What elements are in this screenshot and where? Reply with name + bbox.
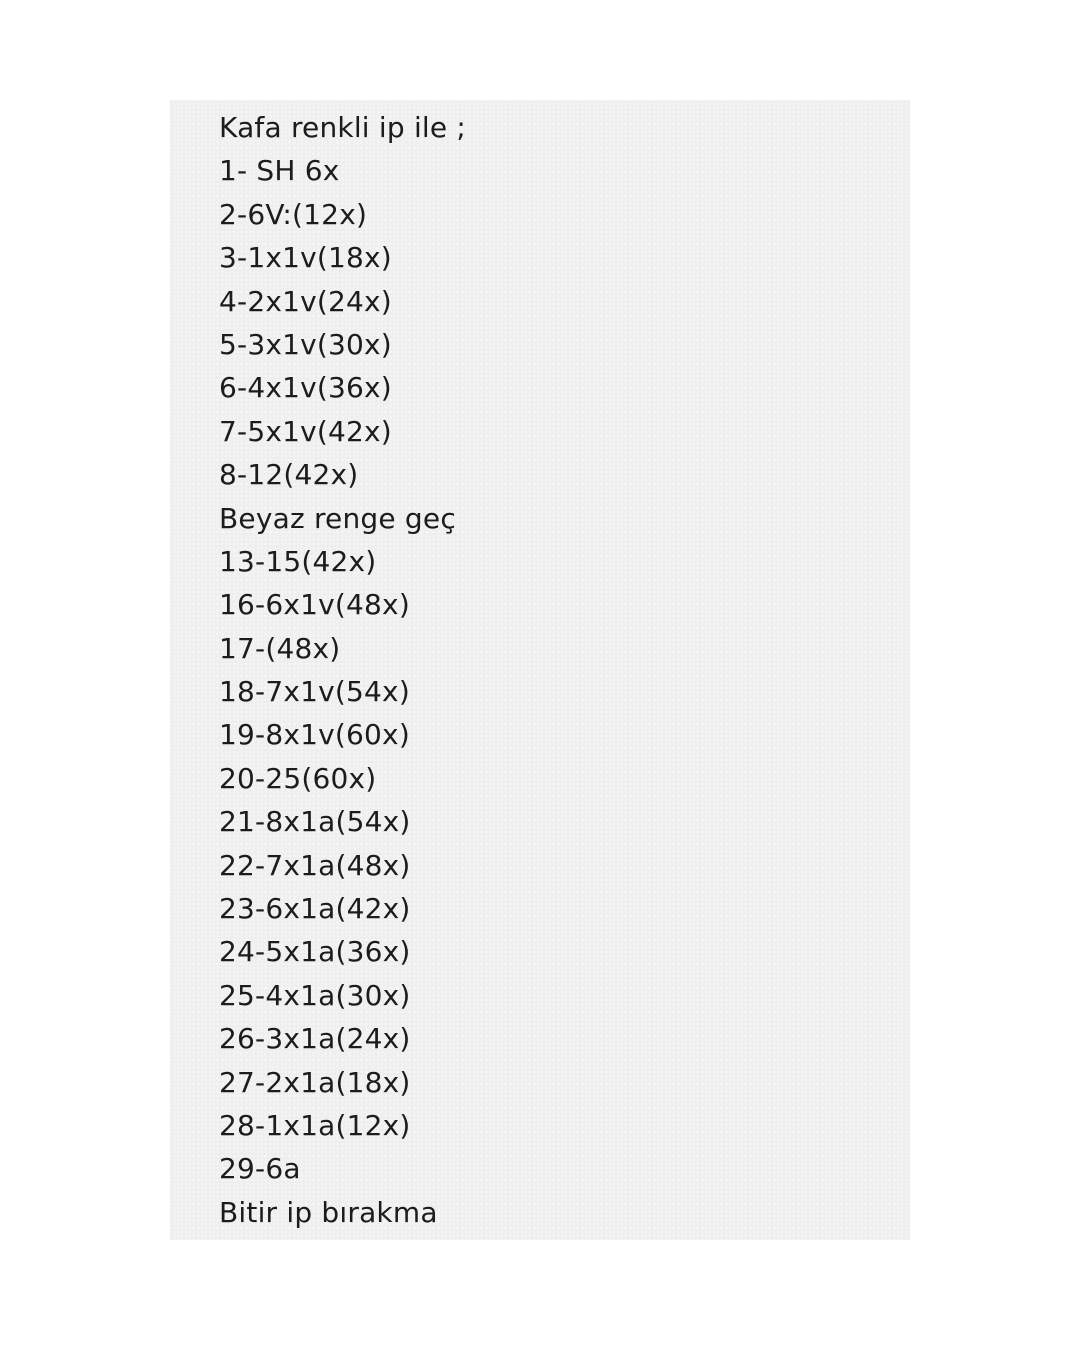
note-line-color-change: Beyaz renge geç bbox=[219, 501, 456, 535]
note-line-finish: Bitir ip bırakma bbox=[219, 1195, 438, 1229]
note-line-row-2: 2-6V:(12x) bbox=[219, 197, 368, 231]
note-line-row-17: 17-(48x) bbox=[219, 631, 341, 665]
note-line-row-29: 29-6a bbox=[219, 1152, 301, 1186]
note-line-row-13-15: 13-15(42x) bbox=[219, 544, 377, 578]
note-line-row-4: 4-2x1v(24x) bbox=[219, 284, 392, 318]
note-line-row-27: 27-2x1a(18x) bbox=[219, 1065, 411, 1099]
note-line-row-3: 3-1x1v(18x) bbox=[219, 241, 392, 275]
note-line-row-16: 16-6x1v(48x) bbox=[219, 588, 410, 622]
note-line-row-6: 6-4x1v(36x) bbox=[219, 371, 392, 405]
note-line-row-25: 25-4x1a(30x) bbox=[219, 978, 411, 1012]
note-line-row-5: 5-3x1v(30x) bbox=[219, 327, 392, 361]
note-line-heading: Kafa renkli ip ile ; bbox=[219, 111, 467, 144]
note-line-row-22: 22-7x1a(48x) bbox=[219, 848, 411, 882]
note-line-row-28: 28-1x1a(12x) bbox=[219, 1108, 411, 1142]
note-line-row-8-12: 8-12(42x) bbox=[219, 458, 359, 492]
note-line-row-24: 24-5x1a(36x) bbox=[219, 935, 411, 969]
note-line-row-23: 23-6x1a(42x) bbox=[219, 892, 411, 926]
note-line-row-1: 1- SH 6x bbox=[219, 154, 340, 188]
note-lines bbox=[219, 106, 466, 1234]
note-line-row-26: 26-3x1a(24x) bbox=[219, 1022, 411, 1056]
note-line-row-19: 19-8x1v(60x) bbox=[219, 718, 410, 752]
note-line-row-20-25: 20-25(60x) bbox=[219, 761, 377, 795]
note-card bbox=[170, 100, 910, 1240]
note-line-row-7: 7-5x1v(42x) bbox=[219, 414, 392, 448]
note-line-row-18: 18-7x1v(54x) bbox=[219, 675, 410, 709]
note-line-row-21: 21-8x1a(54x) bbox=[219, 805, 411, 839]
